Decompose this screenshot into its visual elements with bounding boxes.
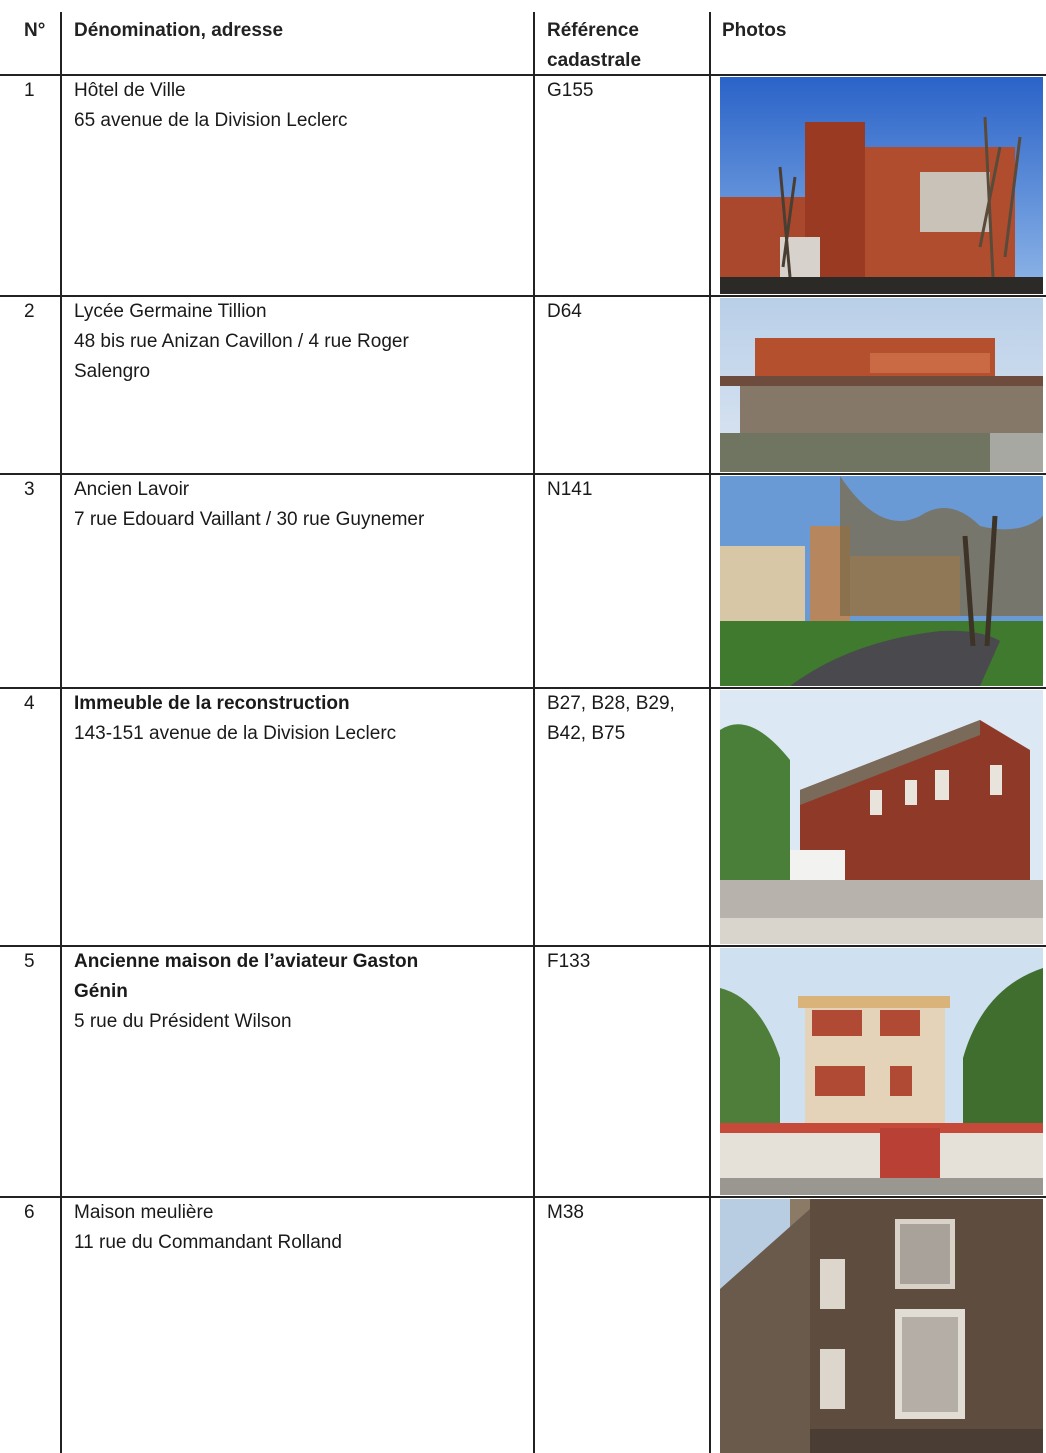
row-address: 143-151 avenue de la Division Leclerc: [74, 723, 397, 744]
row-address: 48 bis rue Anizan Cavillon / 4 rue Roger: [74, 331, 409, 352]
header-photos: Photos: [722, 20, 787, 41]
row-designation: [74, 475, 514, 535]
row-designation: [74, 1198, 514, 1258]
row-title: Ancien Lavoir: [74, 479, 190, 500]
row-ref: M38: [547, 1202, 584, 1223]
header-number: N°: [24, 20, 46, 41]
row-address: 7 rue Edouard Vaillant / 30 rue Guynemer: [74, 509, 425, 530]
column-divider: [60, 12, 62, 1453]
row-title: Hôtel de Ville: [74, 80, 186, 101]
row-number: 6: [24, 1202, 35, 1223]
row-address: Salengro: [74, 361, 151, 382]
lycee-photo: [720, 298, 1043, 472]
row-designation: [74, 947, 514, 1037]
row-ref: G155: [547, 80, 594, 101]
row-number: 1: [24, 80, 35, 101]
column-divider: [709, 12, 711, 1453]
row-designation: [74, 76, 514, 136]
row-ref: N141: [547, 479, 593, 500]
row-title: Lycée Germaine Tillion: [74, 301, 267, 322]
header-ref-line: Référence: [547, 20, 639, 41]
row-ref: D64: [547, 301, 582, 322]
row-number: 5: [24, 951, 35, 972]
row-ref: [547, 689, 707, 749]
row-title: Ancienne maison de l’aviateur Gaston: [74, 951, 419, 972]
header-cadastral-ref: [547, 16, 707, 76]
row-title: Immeuble de la reconstruction: [74, 693, 350, 714]
row-number: 2: [24, 301, 35, 322]
row-number: 4: [24, 693, 35, 714]
row-title-continued: Génin: [74, 981, 128, 1002]
ancien-lavoir-photo: [720, 476, 1043, 686]
header-ref-line: cadastrale: [547, 50, 642, 71]
row-designation: [74, 689, 514, 749]
row-ref: F133: [547, 951, 591, 972]
maison-meuliere-photo: [720, 1199, 1043, 1453]
maison-genin-photo: [720, 948, 1043, 1195]
header-name-address: Dénomination, adresse: [74, 20, 284, 41]
row-title: Maison meulière: [74, 1202, 214, 1223]
row-address: 65 avenue de la Division Leclerc: [74, 110, 348, 131]
column-divider: [533, 12, 535, 1453]
immeuble-photo: [720, 690, 1043, 944]
row-designation: [74, 297, 514, 387]
row-ref-line: B27, B28, B29,: [547, 693, 675, 714]
row-address: 5 rue du Président Wilson: [74, 1011, 292, 1032]
hotel-de-ville-photo: [720, 77, 1043, 294]
row-ref-line: B42, B75: [547, 723, 626, 744]
row-address: 11 rue du Commandant Rolland: [74, 1232, 342, 1253]
row-number: 3: [24, 479, 35, 500]
